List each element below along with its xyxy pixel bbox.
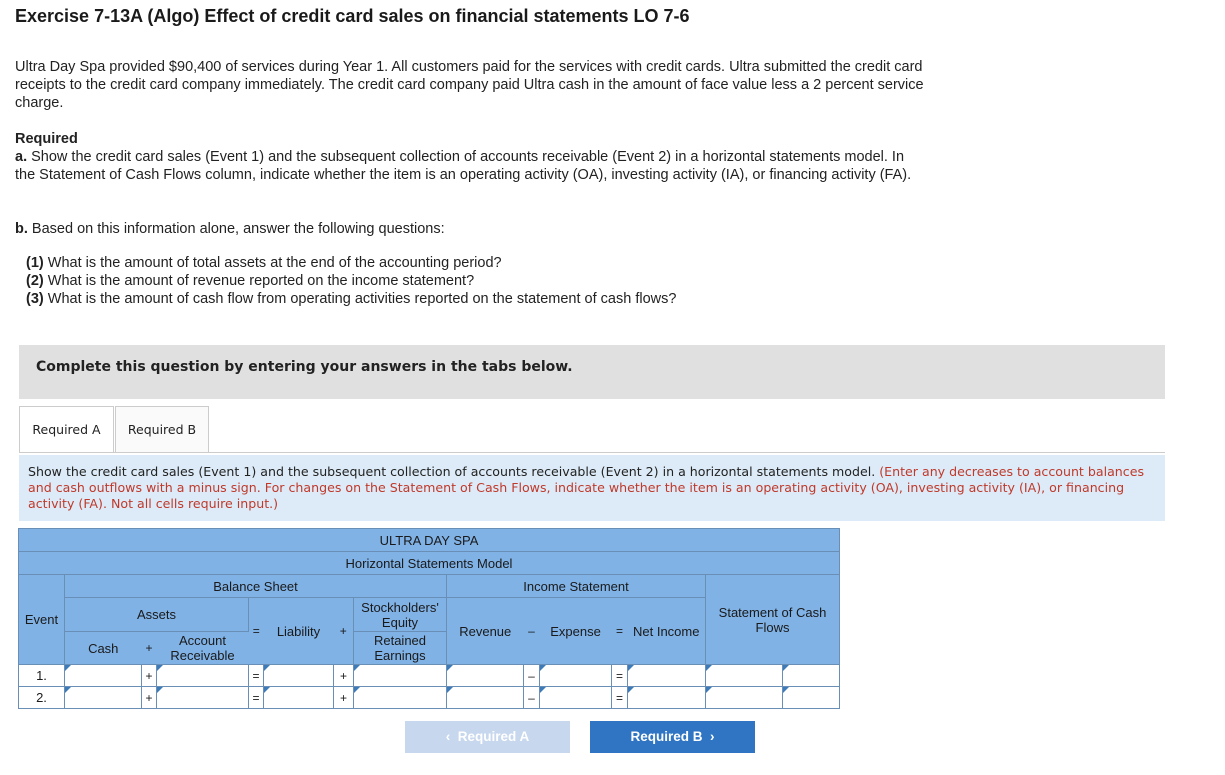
part-b	[15, 220, 445, 238]
table-subtitle: Horizontal Statements Model	[19, 552, 840, 575]
net-income-input[interactable]	[628, 665, 706, 687]
part-b-label: b.	[15, 221, 28, 237]
instructions-note: (Enter any decreases to account balances and cash outflows with a minus sign. For changes on the Statement of Cash Flows, indicate whether the item is an operating activity (OA), investing activity (IA), or financing activity (FA). Not all cells require input.)	[28, 464, 1145, 511]
revenue-input[interactable]	[447, 687, 524, 709]
instructions-main: Show the credit card sales (Event 1) and the subsequent collection of accounts receivable (Event 2) in a horizontal statements model.	[28, 464, 876, 479]
expense-input[interactable]	[540, 687, 612, 709]
cash-header: Cash	[65, 632, 142, 665]
equals-sign: =	[612, 687, 628, 709]
chevron-right-icon: ›	[710, 729, 715, 744]
event-number: 1.	[19, 665, 65, 687]
net-income-header: Net Income	[628, 598, 706, 665]
equals-sign: =	[249, 687, 264, 709]
next-label: Required B	[630, 729, 703, 744]
expense-header: Expense	[540, 598, 612, 665]
expense-input[interactable]	[540, 665, 612, 687]
table-row	[19, 665, 840, 687]
liability-input[interactable]	[264, 687, 334, 709]
horizontal-statements-table	[18, 528, 840, 709]
cash-flow-activity-input[interactable]	[783, 687, 840, 709]
plus-sign: +	[334, 687, 354, 709]
minus-sign: –	[524, 687, 540, 709]
cash-flows-header: Statement of Cash Flows	[706, 575, 840, 665]
retained-earnings-input[interactable]	[354, 687, 447, 709]
plus-sign: +	[142, 687, 157, 709]
required-section	[15, 130, 915, 184]
company-name: ULTRA DAY SPA	[19, 529, 840, 552]
prev-label: Required A	[457, 729, 530, 744]
equals-sign: =	[612, 598, 628, 665]
equals-sign: =	[249, 598, 264, 665]
tab-required-b[interactable]: Required B	[115, 406, 209, 453]
balance-sheet-header: Balance Sheet	[65, 575, 447, 598]
banner-text: Complete this question by entering your answers in the tabs below.	[36, 359, 573, 375]
retained-earnings-input[interactable]	[354, 665, 447, 687]
part-a-label: a.	[15, 149, 28, 165]
revenue-header: Revenue	[447, 598, 524, 665]
account-receivable-input[interactable]	[157, 687, 249, 709]
question-list	[26, 254, 676, 308]
question-item: (3) What is the amount of cash flow from operating activities reported on the statement of cash flows?	[26, 291, 677, 307]
part-b-text: Based on this information alone, answer the following questions:	[31, 221, 445, 237]
net-income-input[interactable]	[628, 687, 706, 709]
prev-required-a-button[interactable]	[405, 721, 570, 753]
chevron-left-icon: ‹	[445, 729, 451, 744]
retained-earnings-header: Retained Earnings	[354, 632, 447, 665]
assets-header: Assets	[65, 598, 249, 632]
minus-sign: –	[524, 598, 540, 665]
account-receivable-header: Account Receivable	[157, 632, 249, 665]
tab-required-a[interactable]: Required A	[19, 406, 114, 453]
required-heading: Required	[15, 131, 78, 147]
question-item: (1) What is the amount of total assets at the end of the accounting period?	[26, 255, 502, 271]
stockholders-equity-header: Stockholders' Equity	[354, 598, 447, 632]
question-item: (2) What is the amount of revenue reported on the income statement?	[26, 273, 475, 289]
plus-sign: +	[142, 632, 157, 665]
cash-input[interactable]	[65, 665, 142, 687]
revenue-input[interactable]	[447, 665, 524, 687]
cash-flow-amount-input[interactable]	[706, 665, 783, 687]
liability-header: Liability	[264, 598, 334, 665]
problem-intro: Ultra Day Spa provided $90,400 of services during Year 1. All customers paid for the services with credit cards. Ultra submitted the credit card receipts to the credit card company immediately. The credit card company paid Ultra cash in the amount of face value less a 2 percent service charge.	[15, 59, 924, 111]
minus-sign: –	[524, 665, 540, 687]
plus-sign: +	[334, 598, 354, 665]
instructions-panel	[19, 455, 1165, 521]
liability-input[interactable]	[264, 665, 334, 687]
cash-flow-activity-input[interactable]	[783, 665, 840, 687]
equals-sign: =	[249, 665, 264, 687]
tab-divider	[19, 452, 1165, 453]
cash-input[interactable]	[65, 687, 142, 709]
equals-sign: =	[612, 665, 628, 687]
event-number: 2.	[19, 687, 65, 709]
income-statement-header: Income Statement	[447, 575, 706, 598]
next-required-b-button[interactable]	[590, 721, 755, 753]
plus-sign: +	[142, 665, 157, 687]
table-row	[19, 687, 840, 709]
page-title: Exercise 7-13A (Algo) Effect of credit card sales on financial statements LO 7-6	[15, 6, 690, 26]
instruction-banner	[19, 345, 1165, 399]
part-a-text: Show the credit card sales (Event 1) and the subsequent collection of accounts receivable (Event 2) in a horizontal statements model. In the Statement of Cash Flows column, indicate whether the item is an operating activity (OA), investing activity (IA), or financing activity (FA).	[15, 149, 912, 183]
event-header: Event	[19, 575, 65, 665]
account-receivable-input[interactable]	[157, 665, 249, 687]
cash-flow-amount-input[interactable]	[706, 687, 783, 709]
plus-sign: +	[334, 665, 354, 687]
